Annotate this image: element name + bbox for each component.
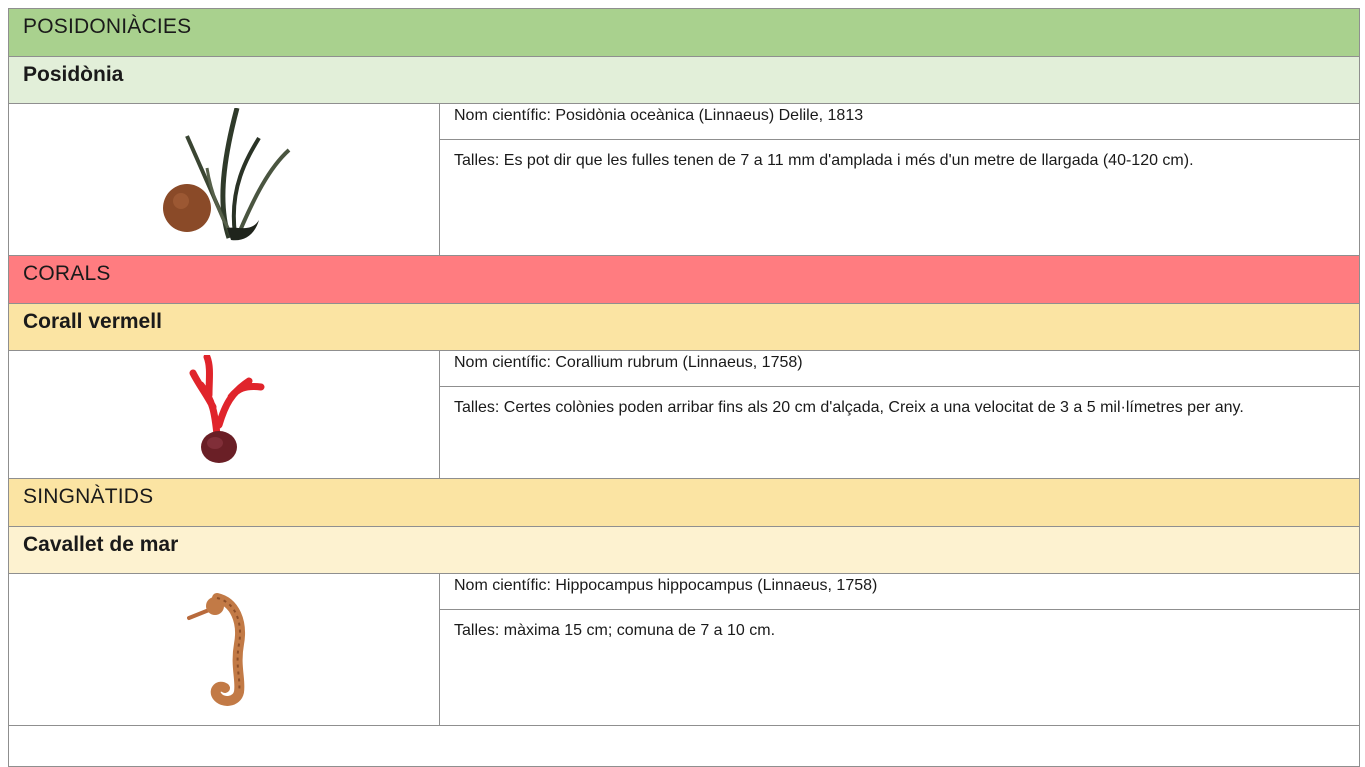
species-title: Cavallet de mar xyxy=(23,533,179,556)
seahorse-icon xyxy=(187,588,267,708)
species-table xyxy=(8,8,1360,767)
group-header-singnatids xyxy=(8,478,1360,526)
group-title: CORALS xyxy=(23,262,111,285)
red-coral-icon xyxy=(179,355,269,470)
sizes-text: Talles: Es pot dir que les fulles tenen de 7 a 11 mm d'amplada i més d'un metre de llargada (40-120 cm). xyxy=(454,152,1194,169)
group-title: SINGNÀTIDS xyxy=(23,485,154,508)
species-title: Posidònia xyxy=(23,63,124,86)
species-detail-corall-vermell xyxy=(8,350,1360,478)
species-image-cell xyxy=(9,574,440,725)
species-info xyxy=(440,351,1359,478)
species-header-cavallet-de-mar xyxy=(8,526,1360,573)
sizes-text: Talles: màxima 15 cm; comuna de 7 a 10 cm. xyxy=(454,622,776,639)
species-image-cell xyxy=(9,104,440,255)
species-header-corall-vermell xyxy=(8,303,1360,350)
group-header-corals xyxy=(8,255,1360,303)
scientific-name: Nom científic: Corallium rubrum (Linnaeus, 1758) xyxy=(440,351,1359,387)
sizes-text: Talles: Certes colònies poden arribar fins als 20 cm d'alçada, Creix a una velocitat de 3 a 5 mil·límetres per any. xyxy=(454,399,1244,416)
scientific-name: Nom científic: Posidònia oceànica (Linnaeus) Delile, 1813 xyxy=(440,104,1359,140)
species-image-cell xyxy=(9,351,440,478)
seagrass-and-ball-icon xyxy=(159,108,299,248)
scientific-name: Nom científic: Hippocampus hippocampus (Linnaeus, 1758) xyxy=(440,574,1359,610)
species-title: Corall vermell xyxy=(23,310,162,333)
species-info xyxy=(440,574,1359,725)
species-header-posidonia xyxy=(8,56,1360,103)
species-info xyxy=(440,104,1359,255)
species-detail-posidonia xyxy=(8,103,1360,255)
empty-table-row xyxy=(8,725,1360,767)
group-title: POSIDONIÀCIES xyxy=(23,15,192,38)
group-header-posidoniacies xyxy=(8,8,1360,56)
species-detail-cavallet-de-mar xyxy=(8,573,1360,725)
